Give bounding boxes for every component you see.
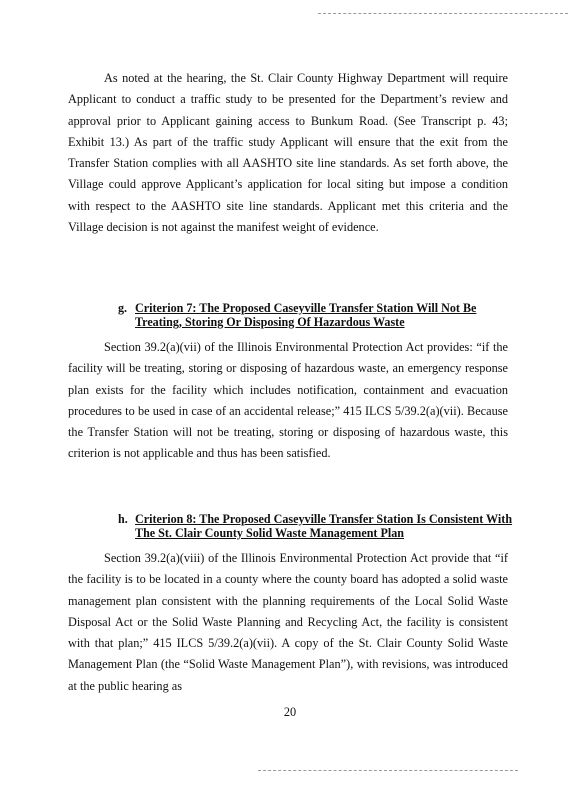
heading-letter-g: g. [118, 301, 128, 315]
paragraph-traffic-study: As noted at the hearing, the St. Clair County Highway Department will require Applicant to conduct a traffic study to be presented for the Department’s review and approval prior to Applicant gaining access to Bunkum Road. (See Transcript p. 43; Exhibit 13.) As part of the traffic study Applicant will ensure that the exit from the Transfer Station complies with all AASHTO site line standards. As set forth above, the Village could approve Applicant’s application for local siting but impose a condition with respect to the AASHTO site line standards. Applicant met this criteria and the Village decision is not against the manifest weight of evidence. [68, 71, 508, 234]
heading-text-criterion-8: Criterion 8: The Proposed Caseyville Transfer Station Is Consistent With The St. Clair County Solid Waste Management Plan [135, 512, 513, 540]
heading-criterion-7 [118, 302, 518, 329]
page-number: 20 [283, 705, 297, 719]
heading-letter-h: h. [118, 512, 128, 526]
scan-artifact-top [318, 13, 568, 14]
scan-artifact-bottom [258, 770, 518, 771]
heading-text-criterion-7: Criterion 7: The Proposed Caseyville Transfer Station Will Not Be Treating, Storing Or Disposing Of Hazardous Waste [135, 301, 477, 329]
paragraph-solid-waste-plan: Section 39.2(a)(viii) of the Illinois Environmental Protection Act provide that “if the facility is to be located in a county where the county board has adopted a solid waste management plan consistent with the planning requirements of the Local Solid Waste Disposal Act or the Solid Waste Planning and Recycling Act, the facility is consistent with that plan;” 415 ILCS 5/39.2(a)(vii). A copy of the St. Clair County Solid Waste Management Plan (the “Solid Waste Management Plan”), with revisions, was introduced at the public hearing as [68, 551, 508, 693]
paragraph-hazardous-waste: Section 39.2(a)(vii) of the Illinois Environmental Protection Act provides: “if the facility will be treating, storing or disposing of hazardous waste, an emergency response plan exists for the facility which includes notification, containment and evacuation procedures to be used in case of an accidental release;” 415 ILCS 5/39.2(a)(vii). Because the Transfer Station will not be treating, storing or disposing of hazardous waste, this criterion is not applicable and thus has been satisfied. [68, 340, 508, 461]
heading-criterion-8 [118, 513, 518, 540]
